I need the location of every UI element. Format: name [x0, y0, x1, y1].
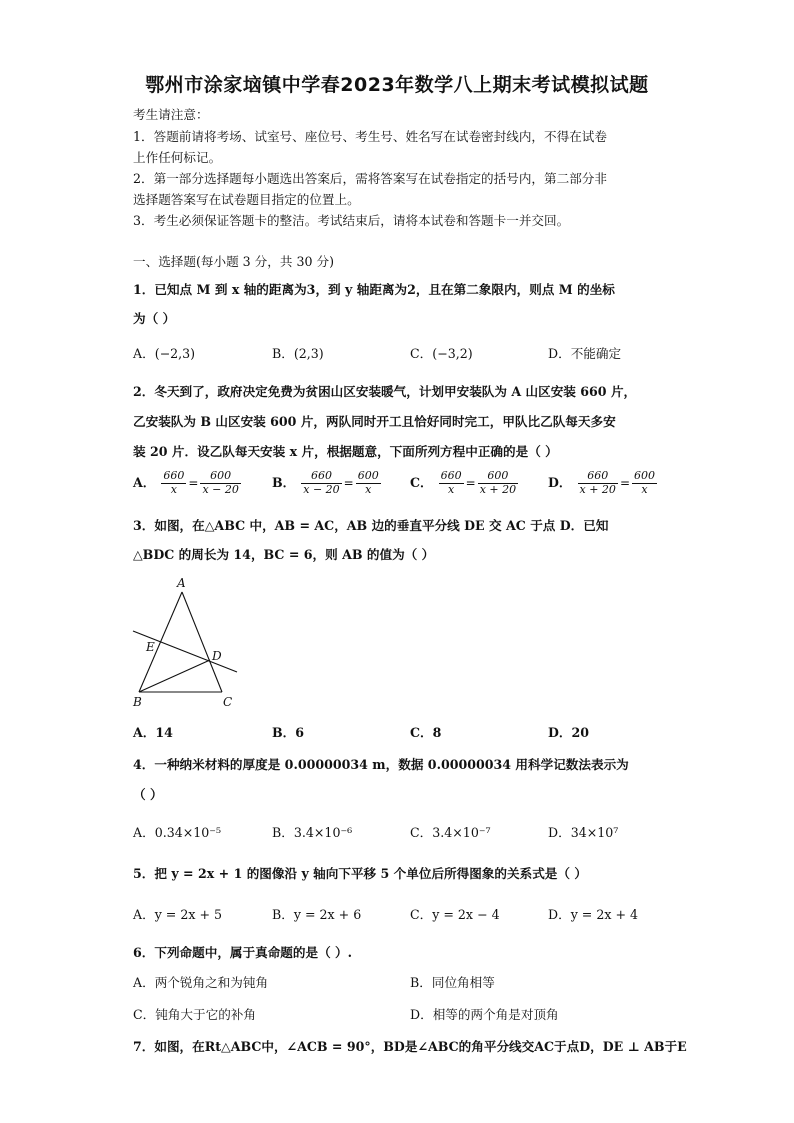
question-1-line-2: 为（ ） [133, 311, 176, 326]
fraction-numerator: 600 [478, 470, 518, 484]
page-title: 鄂州市涂家垴镇中学春2023年数学八上期末考试模拟试题 [145, 74, 649, 96]
notice-item-2: 2．第一部分选择题每小题选出答案后，需将答案写在试卷指定的括号内，第二部分非 [133, 171, 607, 186]
fraction-denominator: x [641, 482, 648, 496]
q1-option-c: C．(−3,2) [410, 346, 473, 361]
fraction-numerator: 600 [634, 469, 655, 482]
q3-option-a: A．14 [133, 725, 173, 740]
equals-sign: = [343, 476, 354, 491]
q2-option-d-left-fraction [578, 470, 618, 496]
q4-option-d: D．34×10⁷ [548, 825, 619, 840]
q2-option-c [410, 470, 518, 496]
equals-sign: = [465, 476, 476, 491]
question-4-line-1: 4．一种纳米材料的厚度是 0.00000034 m，数据 0.00000034 用科学记数法表示为 [133, 757, 629, 772]
q2-option-a-label: A． [133, 474, 156, 490]
q5-option-a: A．y = 2x + 5 [133, 907, 223, 922]
q2-option-d-right-fraction [632, 470, 657, 496]
q6-option-d: D．相等的两个角是对顶角 [410, 1007, 559, 1022]
q2-option-a [133, 470, 241, 496]
q1-option-a: A．(−2,3) [133, 346, 196, 361]
notice-item-3: 3．考生必须保证答题卡的整洁。考试结束后，请将本试卷和答题卡一并交回。 [133, 213, 570, 228]
question-4-line-2: （ ） [133, 787, 163, 802]
question-3-line-1: 3．如图，在△ABC 中，AB = AC，AB 边的垂直平分线 DE 交 AC 于点 D．已知 [133, 518, 609, 533]
section-heading: 一、选择题(每小题 3 分，共 30 分) [133, 254, 335, 269]
question-6-line-1: 6．下列命题中，属于真命题的是（ ）. [133, 945, 353, 960]
label-b: B [133, 695, 142, 709]
q6-option-c: C．钝角大于它的补角 [133, 1007, 256, 1022]
label-e: E [146, 640, 155, 654]
fraction-denominator: x [170, 482, 177, 496]
q2-option-d-label: D． [548, 474, 572, 490]
q2-option-d [548, 470, 657, 496]
fraction-numerator: 660 [578, 470, 618, 484]
q3-option-b: B．6 [272, 725, 305, 740]
q2-option-a-right-fraction [200, 470, 240, 496]
q4-option-a: A．0.34×10⁻⁵ [133, 825, 222, 840]
notice-item-2-cont: 选择题答案写在试卷题目指定的位置上。 [133, 192, 360, 207]
question-2-line-3: 装 20 片．设乙队每天安装 x 片，根据题意，下面所列方程中正确的是（ ） [133, 444, 558, 459]
q4-option-b: B．3.4×10⁻⁶ [272, 825, 353, 840]
fraction-denominator: x + 20 [479, 482, 517, 496]
q5-option-b: B．y = 2x + 6 [272, 907, 362, 922]
segment-ac [182, 592, 222, 692]
notice-item-1: 1．答题前请将考场、试室号、座位号、考生号、姓名写在试卷密封线内，不得在试卷 [133, 129, 607, 144]
q2-option-a-left-fraction [161, 470, 186, 496]
q2-option-c-left-fraction [439, 470, 464, 496]
fraction-denominator: x + 20 [579, 482, 616, 496]
q2-option-b-right-fraction [356, 470, 381, 496]
equals-sign: = [619, 476, 630, 491]
label-c: C [223, 695, 233, 709]
q2-option-c-right-fraction [478, 470, 518, 496]
q2-option-b-label: B． [272, 474, 296, 490]
fraction-denominator: x − 20 [202, 482, 239, 496]
segment-bd [139, 660, 210, 692]
q5-option-d: D．y = 2x + 4 [548, 907, 639, 922]
fraction-numerator: 660 [301, 470, 341, 484]
label-d: D [212, 649, 222, 663]
q2-option-b-left-fraction [301, 470, 341, 496]
q2-option-b [272, 470, 381, 496]
fraction-denominator: x − 20 [303, 482, 340, 496]
triangle-figure [125, 572, 250, 712]
fraction-numerator: 600 [357, 469, 379, 482]
notice-heading: 考生请注意： [133, 107, 209, 122]
equals-sign: = [188, 476, 199, 491]
question-1-line-1: 1．已知点 M 到 x 轴的距离为3，到 y 轴距离为2，且在第二象限内，则点 M 的坐标 [133, 282, 615, 297]
q1-option-b: B．(2,3) [272, 346, 324, 361]
q2-option-c-label: C． [410, 474, 433, 490]
label-a: A [177, 576, 186, 590]
fraction-numerator: 660 [163, 469, 185, 482]
question-7-line-1: 7．如图，在Rt△ABC中，∠ACB = 90°，BD是∠ABC的角平分线交AC于点D，DE ⊥ AB于E [133, 1039, 687, 1054]
fraction-denominator: x [448, 482, 455, 496]
question-5-line-1: 5．把 y = 2x + 1 的图像沿 y 轴向下平移 5 个单位后所得图象的关系式是（ ） [133, 866, 587, 881]
question-3-line-2: △BDC 的周长为 14，BC = 6，则 AB 的值为（ ） [133, 547, 435, 562]
q5-option-c: C．y = 2x − 4 [410, 907, 500, 922]
fraction-numerator: 660 [440, 469, 462, 482]
notice-item-1-cont: 上作任何标记。 [133, 150, 222, 165]
q3-option-c: C．8 [410, 725, 442, 740]
q1-option-d: D．不能确定 [548, 346, 622, 361]
question-2-line-1: 2．冬天到了，政府决定免费为贫困山区安装暖气，计划甲安装队为 A 山区安装 660 片， [133, 384, 637, 399]
q4-option-c: C．3.4×10⁻⁷ [410, 825, 491, 840]
fraction-numerator: 600 [200, 470, 240, 484]
q6-option-a: A．两个锐角之和为钝角 [133, 975, 269, 990]
q6-option-b: B．同位角相等 [410, 975, 495, 990]
q3-option-d: D．20 [548, 725, 590, 740]
question-2-line-2: 乙安装队为 B 山区安装 600 片，两队同时开工且恰好同时完工，甲队比乙队每天多安 [133, 414, 616, 429]
fraction-denominator: x [365, 482, 372, 496]
